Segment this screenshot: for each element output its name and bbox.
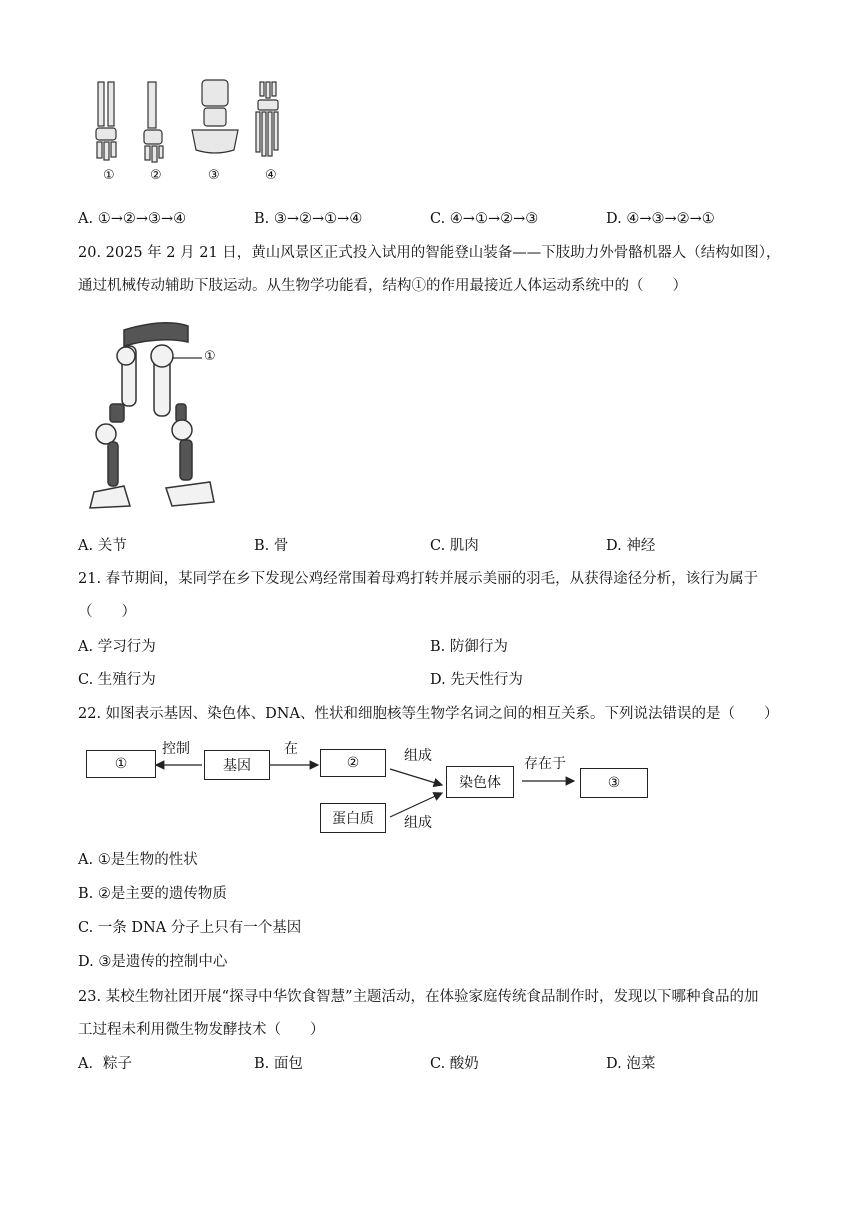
q20-option-a: A. 关节 <box>78 538 127 554</box>
q20-option-d: D. 神经 <box>606 538 656 554</box>
q23-stem-line1: 23. 某校生物社团开展“探寻中华饮食智慧”主题活动，在体验家庭传统食品制作时，发现以下哪种食品的加 <box>78 989 759 1005</box>
q22-stem-line1: 22. 如图表示基因、染色体、DNA、性状和细胞核等生物学名词之间的相互关系。下列说法错误的是（ ） <box>78 706 779 722</box>
q23-option-a: A．粽子 <box>78 1056 132 1072</box>
q20-option-b: B. 骨 <box>254 538 289 554</box>
q19-option-a: A. ①→②→③→④ <box>78 211 187 227</box>
arrow-label-exist-in: 存在于 <box>524 756 566 772</box>
q19-option-b: B. ③→②→①→④ <box>254 211 363 227</box>
q23-option-c: C. 酸奶 <box>430 1056 479 1072</box>
q23-option-b: B. 面包 <box>254 1056 303 1072</box>
q22-option-a: A. ①是生物的性状 <box>78 852 198 868</box>
diagram-box-2: ② <box>320 749 386 777</box>
q21-option-d: D. 先天性行为 <box>430 672 523 688</box>
q20-stem-line2: 通过机械传动辅助下肢运动。从生物学功能看，结构①的作用最接近人体运动系统中的（ ） <box>78 278 687 294</box>
q23-stem-line2: 工过程未利用微生物发酵技术（ ） <box>78 1022 325 1038</box>
q20-option-c: C. 肌肉 <box>430 538 479 554</box>
q20-stem-line1: 20. 2025 年 2 月 21 日，黄山风景区正式投入试用的智能登山装备——下肢助力外骨骼机器人（结构如图）， <box>78 245 781 261</box>
figure-label-1: ① <box>103 168 115 183</box>
arrow-label-control: 控制 <box>162 741 190 757</box>
q22-option-b: B. ②是主要的遗传物质 <box>78 886 227 902</box>
figure-label-3: ③ <box>208 168 220 183</box>
q19-option-d: D. ④→③→②→① <box>606 211 715 227</box>
q22-option-c: C. 一条 DNA 分子上只有一个基因 <box>78 920 302 936</box>
q21-stem-line1: 21. 春节期间，某同学在乡下发现公鸡经常围着母鸡打转并展示美丽的羽毛，从获得途径分析，该行为属于 <box>78 571 759 587</box>
diagram-box-chromosome: 染色体 <box>446 766 514 798</box>
q21-option-b: B. 防御行为 <box>430 639 508 655</box>
exoskeleton-robot-figure <box>84 316 234 522</box>
diagram-box-gene: 基因 <box>204 750 270 780</box>
limb-skeleton-figure <box>84 78 294 186</box>
arrow-label-in: 在 <box>284 741 298 757</box>
q21-stem-line2: （ ） <box>78 604 136 620</box>
q19-option-c: C. ④→①→②→③ <box>430 211 539 227</box>
diagram-box-protein: 蛋白质 <box>320 803 386 833</box>
q23-option-d: D. 泡菜 <box>606 1056 656 1072</box>
q21-option-c: C. 生殖行为 <box>78 672 156 688</box>
diagram-box-3: ③ <box>580 768 648 798</box>
arrow-label-compose-top: 组成 <box>404 748 432 764</box>
figure-label-2: ② <box>150 168 162 183</box>
q21-option-a: A. 学习行为 <box>78 639 156 655</box>
q22-option-d: D. ③是遗传的控制中心 <box>78 954 228 970</box>
figure-label-4: ④ <box>265 168 277 183</box>
exoskeleton-label-1: ① <box>204 349 216 364</box>
arrow-label-compose-bottom: 组成 <box>404 815 432 831</box>
diagram-box-1: ① <box>86 750 156 778</box>
